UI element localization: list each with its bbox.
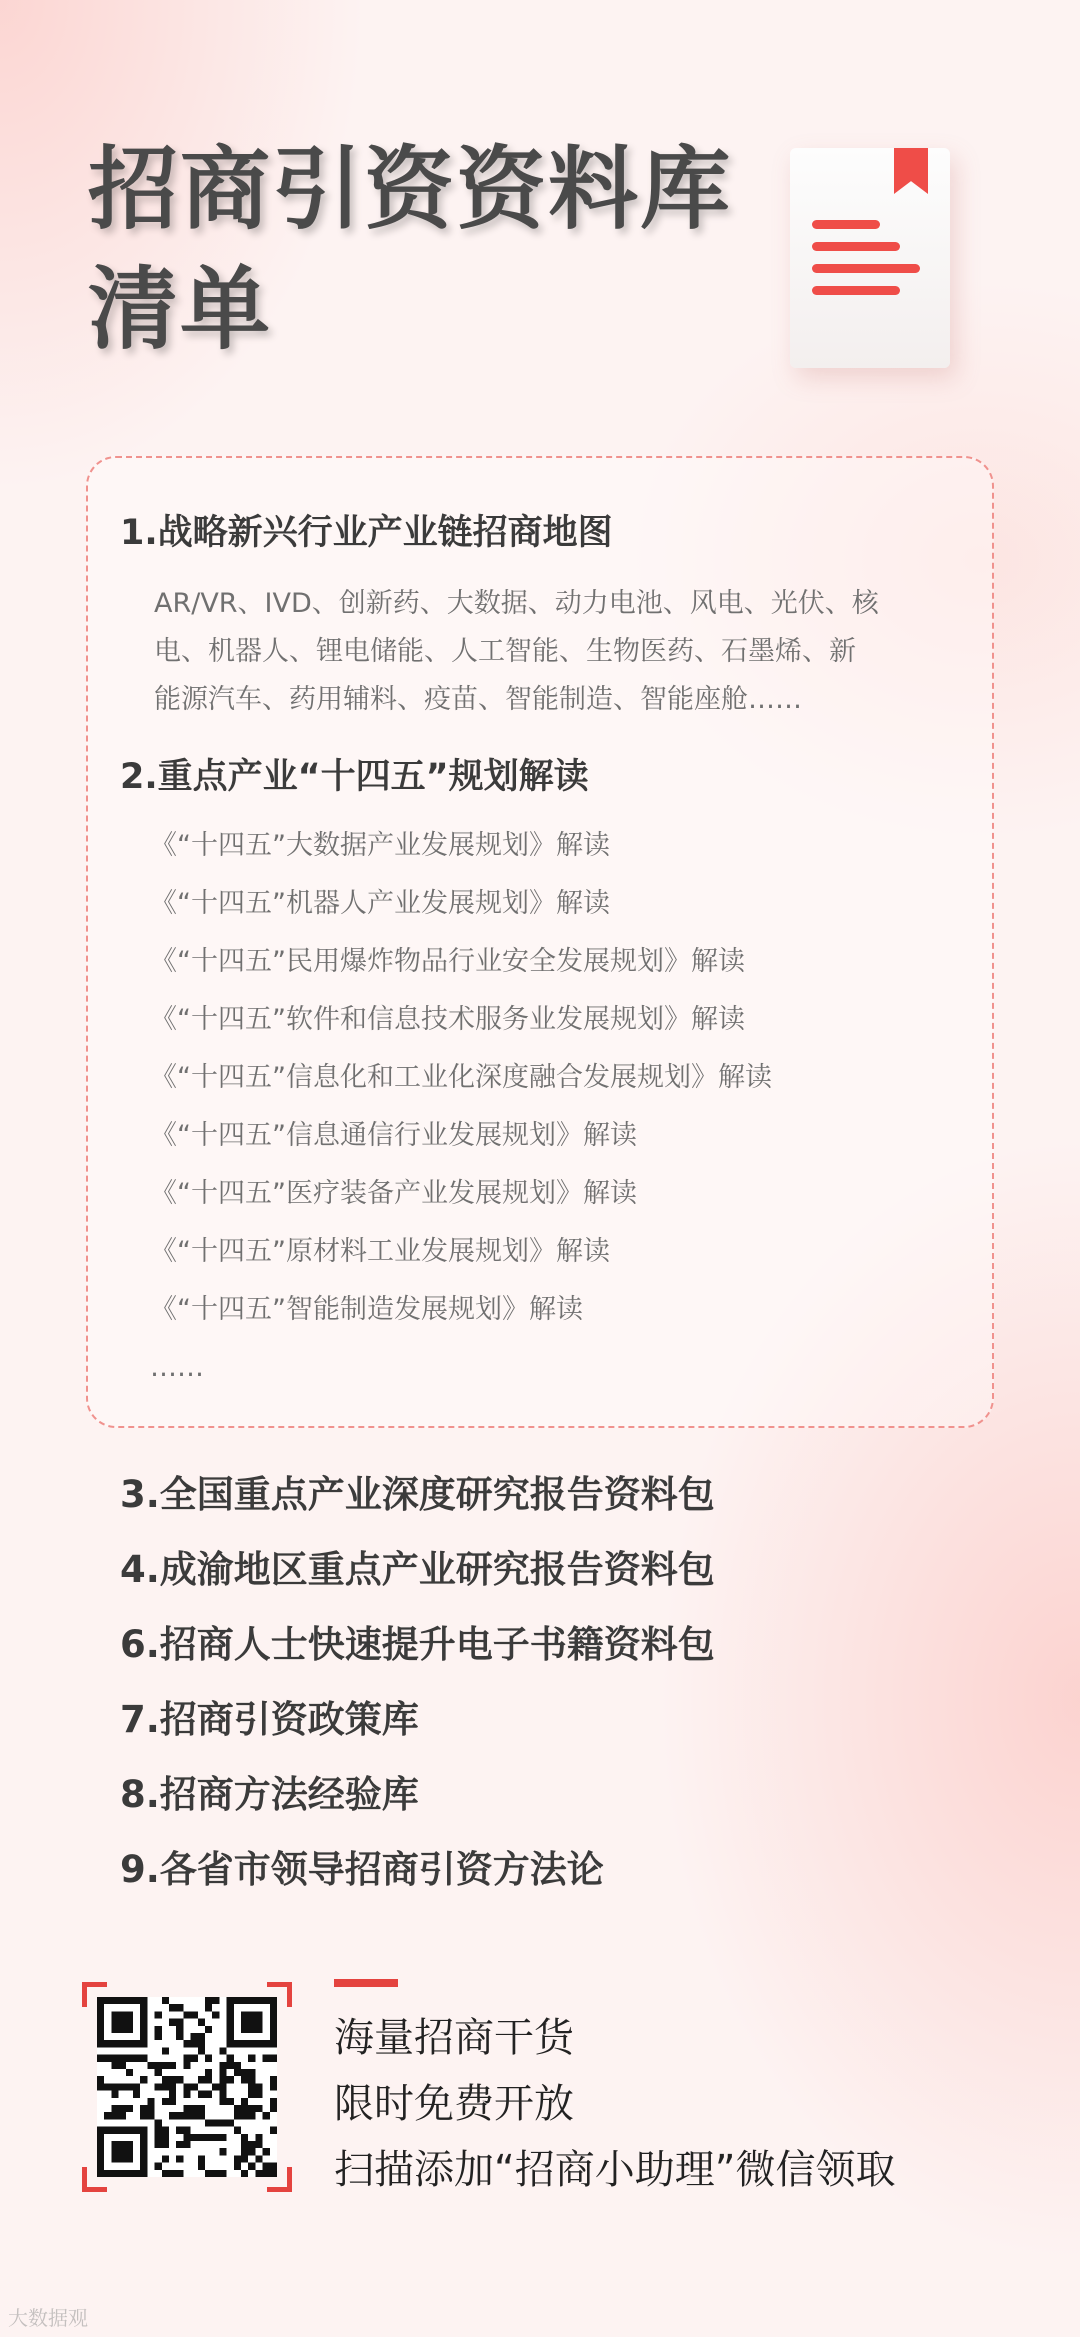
- plan-item: 《“十四五”智能制造发展规划》解读: [150, 1294, 583, 1325]
- cta-text: [334, 2010, 895, 2208]
- section-1-line: AR/VR、IVD、创新药、大数据、动力电池、风电、光伏、核: [154, 588, 879, 619]
- section-1-line: 能源汽车、药用辅料、疫苗、智能制造、智能座舱……: [154, 684, 802, 715]
- doc-line-1: [812, 220, 880, 229]
- plan-item: 《“十四五”原材料工业发展规划》解读: [150, 1236, 610, 1267]
- plan-item: 《“十四五”大数据产业发展规划》解读: [150, 830, 610, 861]
- section-heading: 3.全国重点产业深度研究报告资料包: [120, 1473, 715, 1516]
- section-heading: 9.各省市领导招商引资方法论: [120, 1848, 604, 1891]
- doc-line-3: [812, 264, 920, 273]
- title-line-1: 招商引资资料库: [88, 137, 732, 242]
- section-1-body: [154, 580, 964, 724]
- cta-line-2: 限时免费开放: [334, 2081, 574, 2127]
- page-title: [88, 130, 732, 370]
- plan-item: 《“十四五”医疗装备产业发展规划》解读: [150, 1178, 637, 1209]
- title-line-2: 清单: [88, 257, 272, 362]
- doc-line-2: [812, 242, 900, 251]
- plan-list: [150, 822, 772, 1402]
- bookmark-icon: [894, 148, 928, 194]
- cta-line-1: 海量招商干货: [334, 2015, 574, 2061]
- section-heading: 7.招商引资政策库: [120, 1698, 419, 1741]
- plan-item: 《“十四五”信息化和工业化深度融合发展规划》解读: [150, 1062, 772, 1093]
- section-heading: 4.成渝地区重点产业研究报告资料包: [120, 1548, 715, 1591]
- plan-ellipsis: ……: [150, 1352, 204, 1383]
- plan-item: 《“十四五”机器人产业发展规划》解读: [150, 888, 610, 919]
- section-heading: 6.招商人士快速提升电子书籍资料包: [120, 1623, 715, 1666]
- section-2-heading: 2.重点产业“十四五”规划解读: [120, 757, 589, 797]
- section-1-heading: 1.战略新兴行业产业链招商地图: [120, 513, 613, 553]
- more-sections-list: [120, 1470, 715, 1920]
- watermark: 大数据观: [8, 2306, 88, 2330]
- document-icon: [790, 148, 950, 368]
- doc-line-4: [812, 286, 900, 295]
- qr-code-frame[interactable]: [82, 1982, 292, 2192]
- plan-item: 《“十四五”信息通信行业发展规划》解读: [150, 1120, 637, 1151]
- plan-item: 《“十四五”软件和信息技术服务业发展规划》解读: [150, 1004, 745, 1035]
- cta-line-3: 扫描添加“招商小助理”微信领取: [334, 2147, 896, 2193]
- qr-code[interactable]: [97, 1997, 277, 2177]
- section-1-line: 电、机器人、锂电储能、人工智能、生物医药、石墨烯、新: [154, 636, 856, 667]
- section-heading: 8.招商方法经验库: [120, 1773, 419, 1816]
- plan-item: 《“十四五”民用爆炸物品行业安全发展规划》解读: [150, 946, 745, 977]
- accent-bar: [334, 1979, 398, 1987]
